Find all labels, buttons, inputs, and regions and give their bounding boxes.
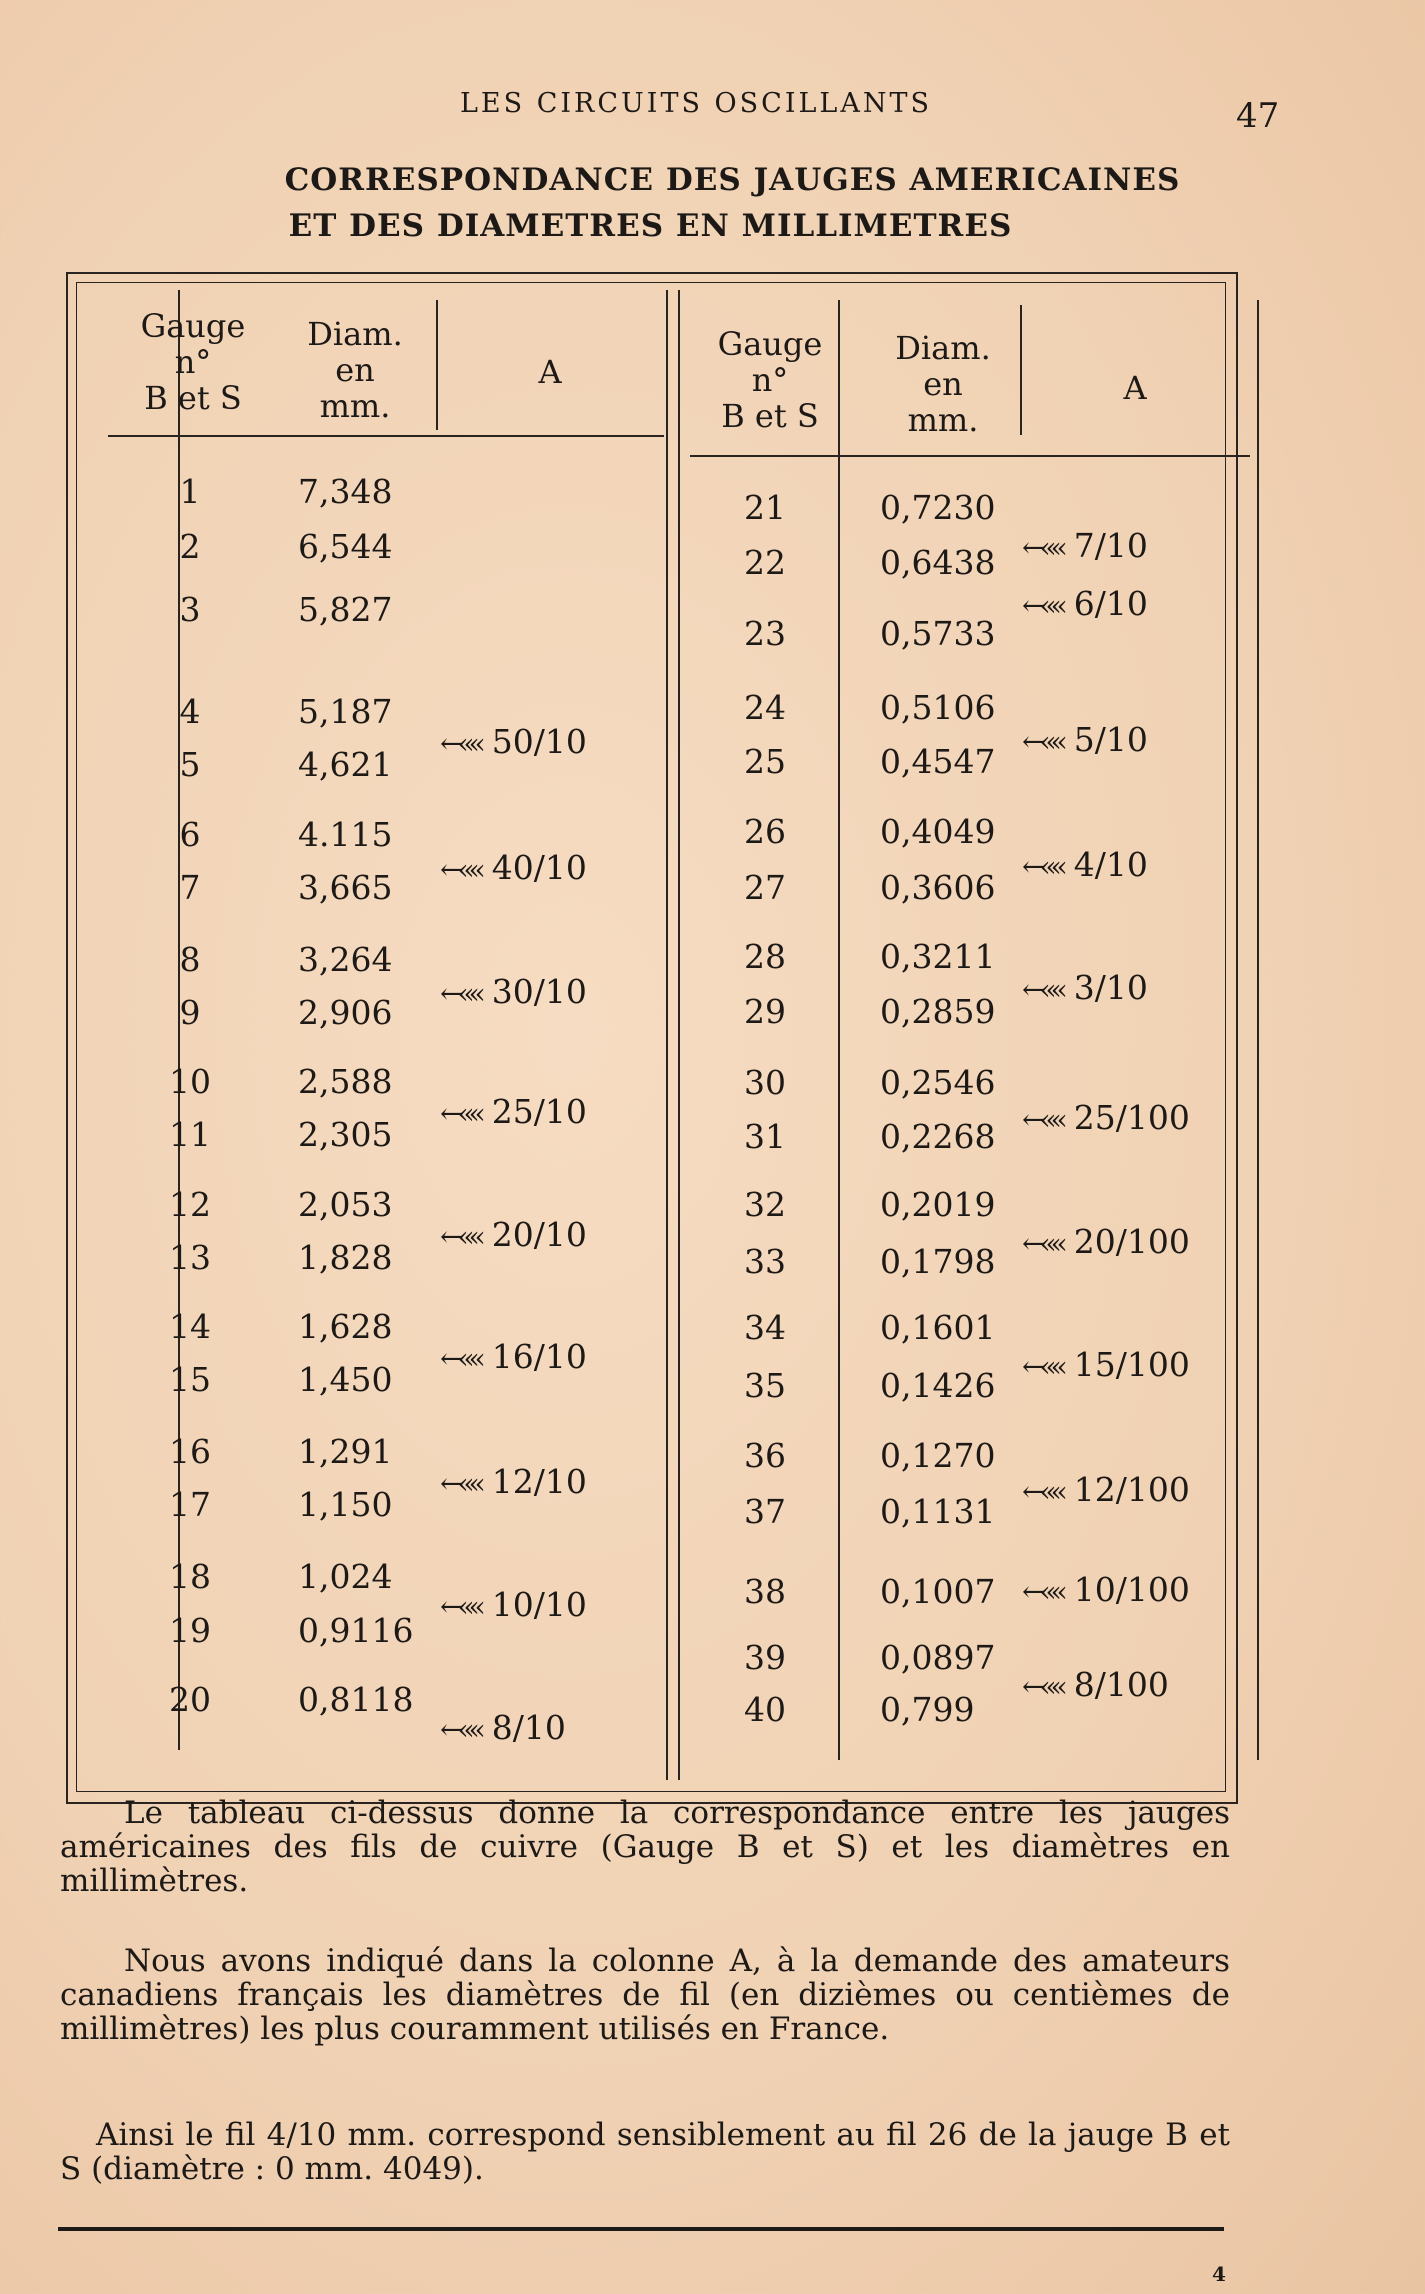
gauge-number-right: 40	[744, 1690, 786, 1729]
gauge-number-right: 31	[744, 1117, 786, 1156]
paragraph-2: Nous avons indiqué dans la colonne A, à la demande des amateurs canadiens français les diamètres de fil (en dizièmes ou centièmes de millimètres) les plus couramment utilisés en France.	[60, 1943, 1230, 2047]
diameter-left: 2,906	[298, 993, 393, 1032]
arrow-left-icon: ←««	[1022, 1227, 1062, 1260]
diameter-right: 0,6438	[880, 543, 996, 582]
gauge-number-left: 14	[169, 1307, 211, 1346]
diameter-right: 0,1601	[880, 1308, 996, 1347]
a-column-value: 4/10	[1073, 845, 1148, 884]
gauge-number-left: 15	[169, 1360, 211, 1399]
gauge-number-left: 6	[179, 815, 201, 854]
a-value-left	[440, 972, 587, 1011]
gauge-number-left: 11	[169, 1115, 211, 1154]
gauge-number-left: 8	[179, 940, 201, 979]
header-diam-right: Diam. en mm.	[895, 329, 991, 439]
paragraph-1: Le tableau ci-dessus donne la correspondance entre les jauges américaines des fils de cuivre (Gauge B et S) et les diamètres en millimètres.	[60, 1795, 1230, 1899]
diameter-left: 1,628	[298, 1307, 393, 1346]
a-value-right	[1022, 526, 1148, 565]
diameter-right: 0,1270	[880, 1436, 996, 1475]
diameter-left: 5,827	[298, 590, 393, 629]
gauge-number-left: 16	[169, 1432, 211, 1471]
a-value-left	[440, 1215, 587, 1254]
diameter-left: 1,150	[298, 1485, 393, 1524]
a-value-left	[440, 1462, 587, 1501]
arrow-left-icon: ←««	[1022, 1350, 1062, 1383]
gauge-number-left: 13	[169, 1238, 211, 1277]
a-value-right	[1022, 584, 1148, 623]
a-value-right	[1022, 1665, 1169, 1704]
gauge-number-left: 2	[179, 527, 201, 566]
a-column-value: 40/10	[491, 848, 587, 887]
rule-right-edge	[1257, 300, 1259, 1760]
a-column-value: 16/10	[491, 1337, 587, 1376]
arrow-left-icon: ←««	[440, 1590, 480, 1623]
gauge-number-right: 21	[744, 488, 786, 527]
arrow-left-icon: ←««	[440, 1342, 480, 1375]
header-gauge-left: Gauge n° B et S	[140, 307, 246, 417]
diameter-left: 4.115	[298, 815, 393, 854]
gauge-number-left: 18	[169, 1557, 211, 1596]
arrow-left-icon: ←««	[440, 1713, 480, 1746]
paragraph-3: Ainsi le fil 4/10 mm. correspond sensiblement au fil 26 de la jauge B et S (diamètre : 0 mm. 4049).	[60, 2117, 1230, 2187]
diameter-right: 0,3211	[880, 937, 996, 976]
gauge-number-right: 22	[744, 543, 786, 582]
a-column-value: 25/100	[1073, 1098, 1190, 1137]
a-column-value: 20/100	[1073, 1222, 1190, 1261]
header-a-right: A	[1123, 369, 1147, 407]
a-column-value: 20/10	[491, 1215, 587, 1254]
diameter-left: 1,828	[298, 1238, 393, 1277]
diameter-left: 5,187	[298, 692, 393, 731]
arrow-left-icon: ←««	[1022, 725, 1062, 758]
arrow-left-icon: ←««	[440, 977, 480, 1010]
rule-left-diam	[436, 300, 438, 430]
a-column-value: 12/10	[491, 1462, 587, 1501]
rule-header-left	[108, 435, 664, 437]
diameter-right: 0,3606	[880, 868, 996, 907]
diameter-right: 0,7230	[880, 488, 996, 527]
diameter-right: 0,1131	[880, 1492, 996, 1531]
page-number: 47	[1236, 96, 1280, 136]
gauge-number-left: 9	[179, 993, 201, 1032]
arrow-left-icon: ←««	[1022, 850, 1062, 883]
diameter-left: 2,053	[298, 1185, 393, 1224]
a-column-value: 10/10	[491, 1585, 587, 1624]
header-a-left: A	[538, 353, 562, 391]
a-value-right	[1022, 1222, 1190, 1261]
signature-mark: 4	[1212, 2262, 1226, 2286]
rule-center-1	[666, 290, 668, 1780]
gauge-number-right: 37	[744, 1492, 786, 1531]
diameter-right: 0,2859	[880, 992, 996, 1031]
a-value-right	[1022, 1098, 1190, 1137]
gauge-number-left: 4	[179, 692, 201, 731]
arrow-left-icon: ←««	[1022, 1670, 1062, 1703]
header-gauge-right: Gauge n° B et S	[717, 325, 823, 435]
diameter-right: 0,1007	[880, 1572, 996, 1611]
diameter-right: 0,2268	[880, 1117, 996, 1156]
a-column-value: 5/10	[1073, 720, 1148, 759]
a-column-value: 12/100	[1073, 1470, 1190, 1509]
diameter-left: 3,665	[298, 868, 393, 907]
table-title-line-1: CORRESPONDANCE DES JAUGES AMERICAINES	[284, 162, 1181, 198]
a-column-value: 3/10	[1073, 968, 1148, 1007]
diameter-left: 0,9116	[298, 1611, 414, 1650]
diameter-left: 1,291	[298, 1432, 393, 1471]
header-diam-left: Diam. en mm.	[307, 315, 403, 425]
arrow-left-icon: ←««	[440, 853, 480, 886]
gauge-number-left: 1	[179, 472, 201, 511]
gauge-number-right: 34	[744, 1308, 786, 1347]
diameter-left: 1,450	[298, 1360, 393, 1399]
a-column-value: 7/10	[1073, 526, 1148, 565]
gauge-number-right: 25	[744, 742, 786, 781]
gauge-number-left: 3	[179, 590, 201, 629]
diameter-right: 0,5733	[880, 614, 996, 653]
gauge-number-right: 23	[744, 614, 786, 653]
gauge-number-right: 28	[744, 937, 786, 976]
gauge-number-left: 5	[179, 745, 201, 784]
gauge-number-left: 17	[169, 1485, 211, 1524]
a-column-value: 10/100	[1073, 1570, 1190, 1609]
diameter-left: 2,305	[298, 1115, 393, 1154]
gauge-number-left: 12	[169, 1185, 211, 1224]
gauge-number-right: 26	[744, 812, 786, 851]
a-value-left	[440, 722, 587, 761]
diameter-left: 6,544	[298, 527, 393, 566]
gauge-number-left: 7	[179, 868, 201, 907]
a-value-left	[440, 1708, 566, 1747]
a-value-left	[440, 1092, 587, 1131]
bottom-rule	[58, 2227, 1224, 2231]
a-column-value: 50/10	[491, 722, 587, 761]
rule-header-right	[690, 455, 1250, 457]
diameter-right: 0,4049	[880, 812, 996, 851]
gauge-number-right: 36	[744, 1436, 786, 1475]
diameter-right: 0,2546	[880, 1063, 996, 1102]
arrow-left-icon: ←««	[440, 727, 480, 760]
a-column-value: 15/100	[1073, 1345, 1190, 1384]
rule-right-gauge	[838, 300, 840, 1760]
a-value-right	[1022, 845, 1148, 884]
diameter-right: 0,4547	[880, 742, 996, 781]
diameter-left: 3,264	[298, 940, 393, 979]
diameter-left: 0,8118	[298, 1680, 414, 1719]
table-frame-inner	[76, 282, 1226, 1792]
gauge-number-left: 19	[169, 1611, 211, 1650]
gauge-number-right: 39	[744, 1638, 786, 1677]
a-value-right	[1022, 1345, 1190, 1384]
diameter-left: 7,348	[298, 472, 393, 511]
rule-center-2	[678, 290, 680, 1780]
gauge-number-left: 10	[169, 1062, 211, 1101]
a-column-value: 8/10	[491, 1708, 566, 1747]
arrow-left-icon: ←««	[1022, 973, 1062, 1006]
gauge-number-right: 33	[744, 1242, 786, 1281]
a-column-value: 30/10	[491, 972, 587, 1011]
a-value-right	[1022, 968, 1148, 1007]
gauge-number-right: 29	[744, 992, 786, 1031]
a-value-right	[1022, 1470, 1190, 1509]
a-value-right	[1022, 1570, 1190, 1609]
diameter-right: 0,0897	[880, 1638, 996, 1677]
a-column-value: 8/100	[1073, 1665, 1169, 1704]
gauge-number-right: 27	[744, 868, 786, 907]
arrow-left-icon: ←««	[1022, 1575, 1062, 1608]
a-column-value: 25/10	[491, 1092, 587, 1131]
running-header: LES CIRCUITS OSCILLANTS	[460, 88, 932, 119]
diameter-left: 1,024	[298, 1557, 393, 1596]
arrow-left-icon: ←««	[440, 1467, 480, 1500]
diameter-right: 0,1426	[880, 1366, 996, 1405]
a-column-value: 6/10	[1073, 584, 1148, 623]
gauge-number-right: 32	[744, 1185, 786, 1224]
arrow-left-icon: ←««	[1022, 589, 1062, 622]
gauge-number-right: 24	[744, 688, 786, 727]
rule-right-diam	[1020, 305, 1022, 435]
a-value-left	[440, 1585, 587, 1624]
diameter-right: 0,5106	[880, 688, 996, 727]
arrow-left-icon: ←««	[1022, 531, 1062, 564]
diameter-right: 0,1798	[880, 1242, 996, 1281]
table-title-line-2: ET DES DIAMETRES EN MILLIMETRES	[288, 208, 1013, 244]
diameter-left: 2,588	[298, 1062, 393, 1101]
a-value-left	[440, 1337, 587, 1376]
gauge-number-right: 38	[744, 1572, 786, 1611]
a-value-right	[1022, 720, 1148, 759]
gauge-number-left: 20	[169, 1680, 211, 1719]
a-value-left	[440, 848, 587, 887]
diameter-right: 0,2019	[880, 1185, 996, 1224]
arrow-left-icon: ←««	[440, 1097, 480, 1130]
diameter-right: 0,799	[880, 1690, 975, 1729]
arrow-left-icon: ←««	[1022, 1475, 1062, 1508]
arrow-left-icon: ←««	[440, 1220, 480, 1253]
diameter-left: 4,621	[298, 745, 393, 784]
arrow-left-icon: ←««	[1022, 1103, 1062, 1136]
gauge-number-right: 30	[744, 1063, 786, 1102]
gauge-number-right: 35	[744, 1366, 786, 1405]
